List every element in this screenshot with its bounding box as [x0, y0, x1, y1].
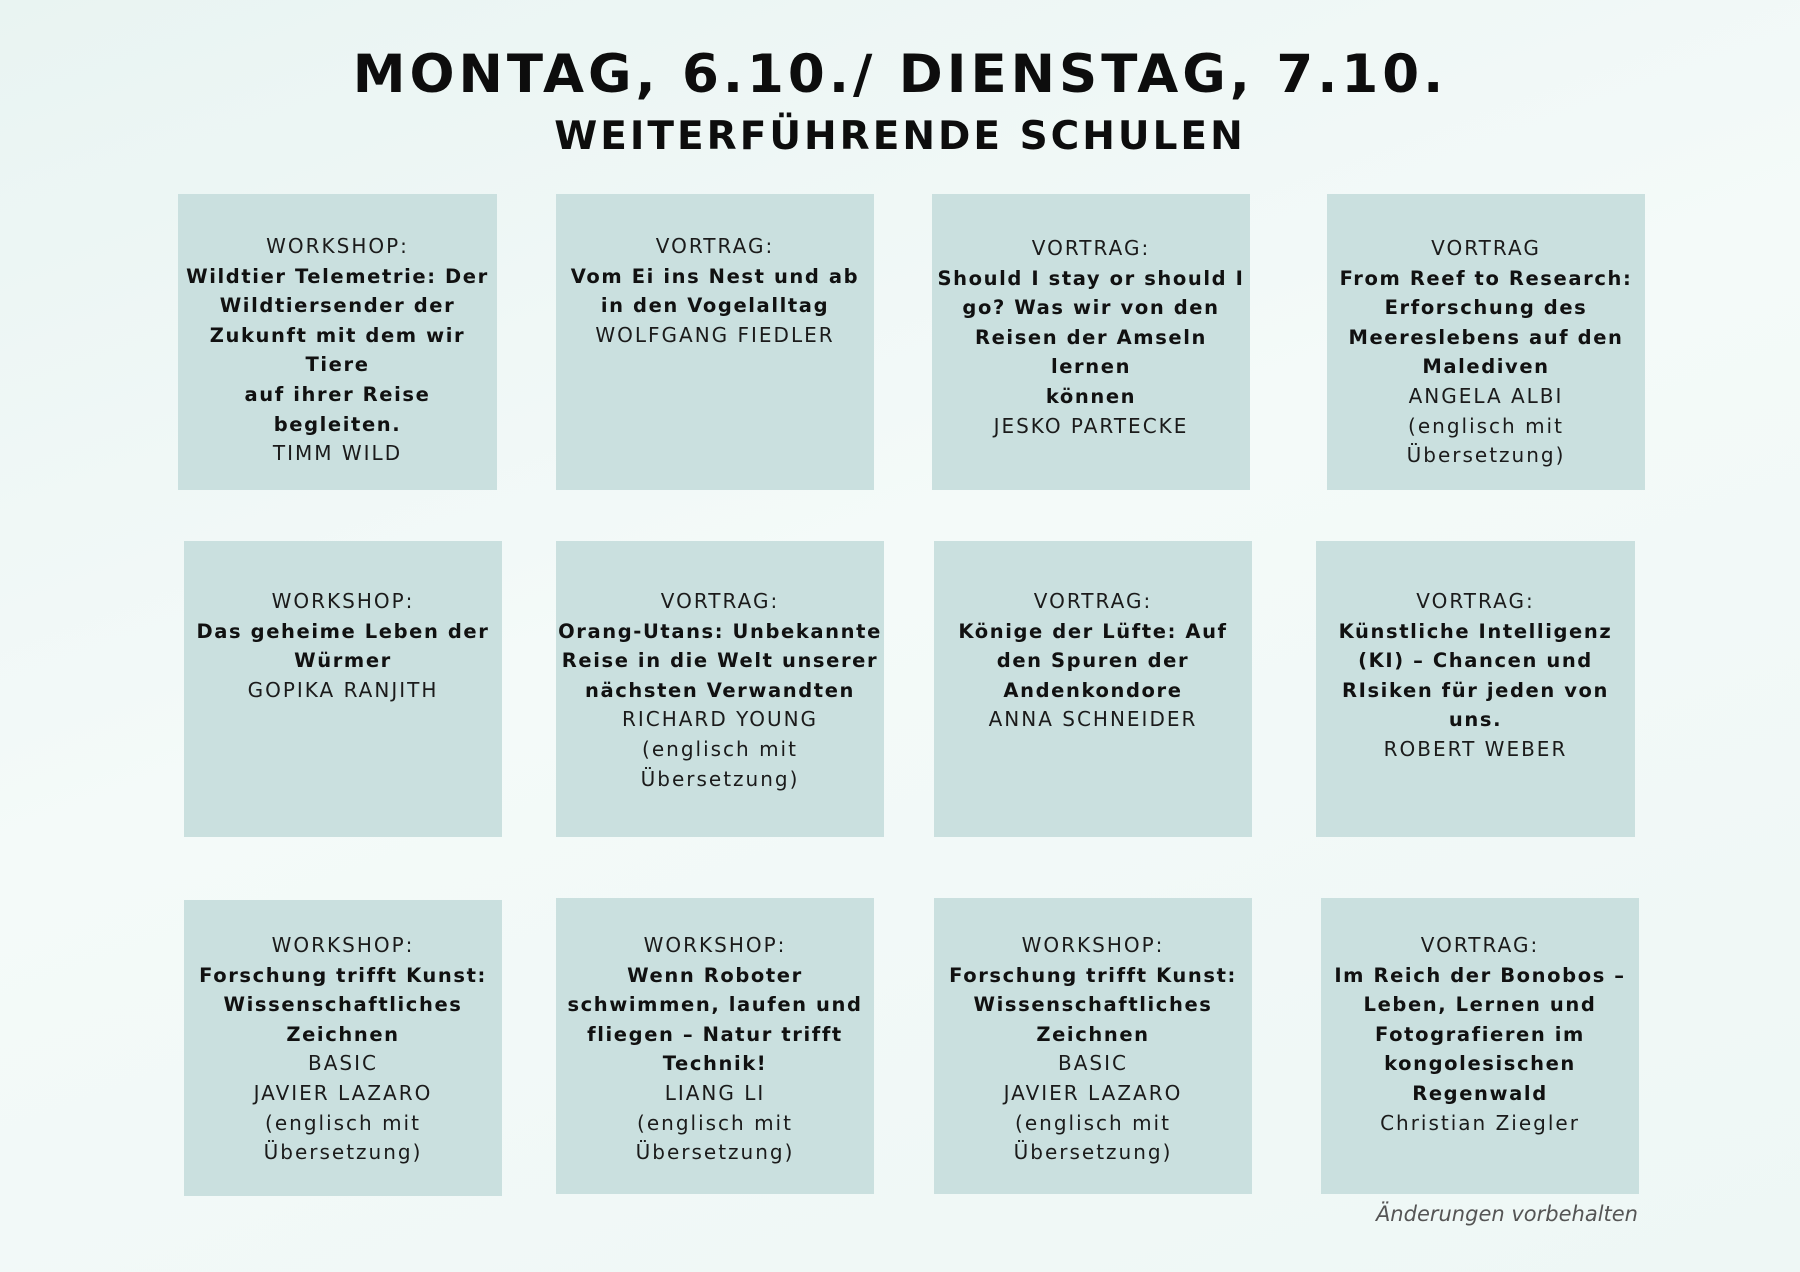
speaker-name: ANNA SCHNEIDER	[988, 707, 1198, 732]
session-type-label: VORTRAG:	[660, 589, 780, 613]
session-title-line: nächsten Verwandten	[584, 678, 856, 702]
program-card	[184, 900, 502, 1196]
session-type-label: WORKSHOP:	[271, 933, 415, 957]
session-title-line: Leben, Lernen und	[1363, 993, 1597, 1017]
session-title-line: Erforschung des	[1384, 296, 1588, 320]
session-title-line: den Spuren der	[996, 649, 1190, 673]
speaker-name: BASIC	[1058, 1051, 1128, 1076]
session-title-line: Würmer	[294, 649, 392, 673]
session-type-label: WORKSHOP:	[266, 234, 409, 258]
program-card	[184, 541, 502, 837]
session-type-label: VORTRAG:	[1416, 589, 1535, 613]
speaker-name: RICHARD YOUNG	[621, 707, 819, 732]
session-type-label: WORKSHOP:	[643, 933, 787, 957]
session-title-line: uns.	[1448, 708, 1503, 732]
session-type-label: VORTRAG	[1431, 236, 1541, 260]
session-title-line: auf ihrer Reise begleiten.	[244, 382, 431, 436]
speaker-name: Christian Ziegler	[1380, 1110, 1580, 1135]
session-title-line: From Reef to Research:	[1339, 266, 1633, 290]
session-title-line: go? Was wir von den	[962, 296, 1220, 320]
session-title-line: Zeichnen	[1036, 1022, 1150, 1046]
session-detail-line: (englisch mit	[1015, 1110, 1171, 1135]
session-title-line: Vom Ei ins Nest und ab	[570, 264, 860, 288]
page-title: MONTAG, 6.10./ DIENSTAG, 7.10.	[352, 44, 1448, 105]
session-title-line: RIsiken für jeden von	[1341, 678, 1610, 702]
session-title-line: Zukunft mit dem wir Tiere	[209, 323, 466, 377]
program-card	[556, 194, 874, 490]
session-type-label: VORTRAG:	[655, 234, 775, 258]
session-type-label: VORTRAG:	[1033, 589, 1153, 613]
session-type-label: WORKSHOP:	[271, 589, 415, 613]
session-title-line: Orang-Utans: Unbekannte	[558, 619, 882, 643]
session-title-line: Meereslebens auf den	[1348, 325, 1624, 349]
program-card	[1316, 541, 1635, 837]
session-detail-line: (englisch mit	[1408, 413, 1564, 438]
session-detail-line: Übersetzung)	[263, 1140, 423, 1165]
session-detail-line: Übersetzung)	[640, 766, 800, 791]
session-type-label: WORKSHOP:	[1021, 933, 1165, 957]
speaker-name: JESKO PARTECKE	[993, 413, 1189, 438]
session-detail-line: (englisch mit	[642, 736, 798, 761]
session-title-line: Forschung trifft Kunst:	[199, 963, 487, 987]
session-type-label: VORTRAG:	[1420, 933, 1540, 957]
session-title-line: Im Reich der Bonobos –	[1334, 963, 1626, 987]
session-title-line: Könige der Lüfte: Auf	[958, 619, 1228, 643]
session-detail-line: Übersetzung)	[1013, 1140, 1173, 1165]
footnote: Änderungen vorbehalten	[1375, 1202, 1638, 1226]
speaker-name: TIMM WILD	[272, 441, 403, 466]
page-subtitle: WEITERFÜHRENDE SCHULEN	[554, 114, 1246, 159]
session-title-line: Das geheime Leben der	[196, 619, 490, 643]
session-title-line: Wildtier Telemetrie: Der	[186, 264, 489, 288]
session-title-line: Wissenschaftliches	[973, 993, 1213, 1017]
program-card	[178, 194, 497, 490]
program-card	[934, 541, 1252, 837]
session-title-line: Technik!	[662, 1052, 768, 1076]
session-title-line: kongolesischen	[1384, 1052, 1576, 1076]
session-detail-line: (englisch mit	[265, 1110, 421, 1135]
program-card	[556, 898, 874, 1194]
session-title-line: fliegen – Natur trifft	[587, 1022, 843, 1046]
session-title-line: Should I stay or should I	[937, 266, 1245, 290]
speaker-name: ANGELA ALBI	[1408, 383, 1564, 408]
session-title-line: Zeichnen	[286, 1022, 400, 1046]
program-card	[1321, 898, 1639, 1194]
speaker-name: WOLFGANG FIEDLER	[595, 322, 835, 347]
session-title-line: Forschung trifft Kunst:	[949, 963, 1237, 987]
session-detail-line: Übersetzung)	[1406, 443, 1566, 468]
session-title-line: können	[1045, 384, 1137, 408]
session-title-line: Künstliche Intelligenz	[1338, 619, 1613, 643]
session-detail-line: Übersetzung)	[635, 1140, 795, 1165]
session-detail-line: JAVIER LAZARO	[253, 1080, 433, 1105]
speaker-name: LIANG LI	[664, 1080, 766, 1105]
session-type-label: VORTRAG:	[1031, 236, 1151, 260]
session-title-line: schwimmen, laufen und	[567, 993, 863, 1017]
session-detail-line: JAVIER LAZARO	[1003, 1080, 1183, 1105]
session-title-line: in den Vogelalltag	[600, 294, 830, 318]
session-title-line: Wenn Roboter	[627, 963, 803, 987]
session-title-line: Reisen der Amseln lernen	[974, 325, 1208, 379]
session-title-line: Wildtiersender der	[219, 294, 456, 318]
speaker-name: GOPIKA RANJITH	[247, 677, 439, 702]
session-title-line: Wissenschaftliches	[223, 993, 463, 1017]
session-title-line: (KI) – Chancen und	[1358, 649, 1593, 673]
session-title-line: Andenkondore	[1003, 678, 1183, 702]
session-detail-line: (englisch mit	[637, 1110, 793, 1135]
session-title-line: Reise in die Welt unserer	[561, 649, 879, 673]
program-card	[934, 898, 1252, 1194]
speaker-name: ROBERT WEBER	[1383, 736, 1568, 761]
program-card	[932, 194, 1250, 490]
speaker-name: BASIC	[308, 1051, 378, 1076]
session-title-line: Malediven	[1422, 355, 1550, 379]
program-card	[1327, 194, 1645, 490]
session-title-line: Fotografieren im	[1375, 1022, 1585, 1046]
program-card	[556, 541, 884, 837]
session-title-line: Regenwald	[1412, 1081, 1548, 1105]
